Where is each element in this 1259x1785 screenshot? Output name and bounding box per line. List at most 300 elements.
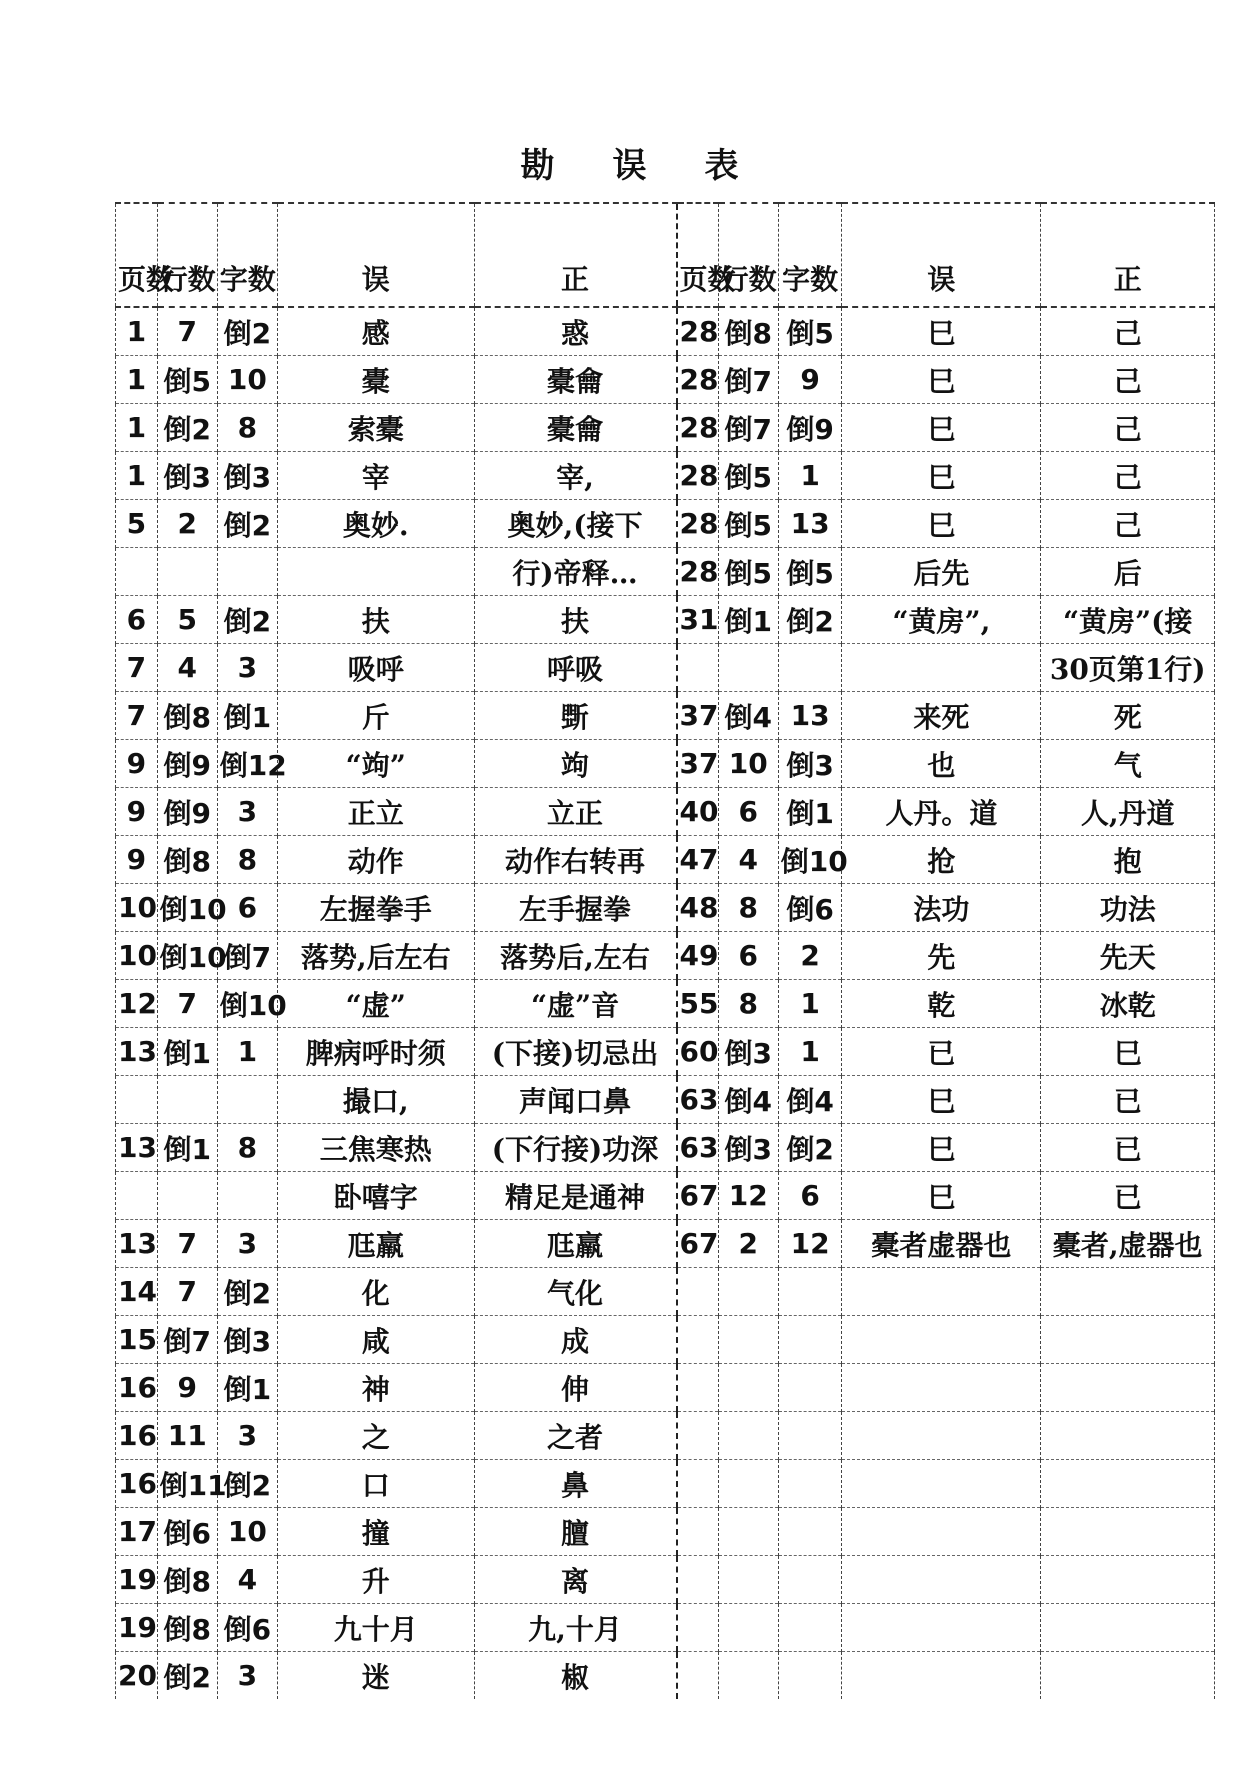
right-wrong-cell: 巳 — [842, 452, 1041, 500]
left-correct-cell: 行)帝释… — [474, 548, 676, 596]
table-row — [116, 1316, 1215, 1364]
left-page-cell: 13 — [116, 1220, 158, 1268]
left-wrong-cell: 脾病呼时须 — [277, 1028, 474, 1076]
right-page-cell: 40 — [677, 788, 719, 836]
right-correct-cell: 己 — [1041, 500, 1215, 548]
left-line-cell: 7 — [157, 1220, 217, 1268]
right-line-cell — [718, 1508, 778, 1556]
right-wrong-cell — [842, 1508, 1041, 1556]
right-char-cell — [778, 1652, 842, 1700]
left-correct-cell: 立正 — [474, 788, 676, 836]
left-char-cell: 倒2 — [217, 500, 277, 548]
left-page-cell: 16 — [116, 1460, 158, 1508]
left-wrong-cell: 吸呼 — [277, 644, 474, 692]
left-char-cell: 倒2 — [217, 596, 277, 644]
right-page-cell: 28 — [677, 452, 719, 500]
right-line-cell: 10 — [718, 740, 778, 788]
left-correct-cell: 声闻口鼻 — [474, 1076, 676, 1124]
table-row — [116, 1028, 1215, 1076]
right-line-cell — [718, 1364, 778, 1412]
right-correct-cell — [1041, 1508, 1215, 1556]
right-page-cell — [677, 1412, 719, 1460]
left-char-cell: 倒2 — [217, 1268, 277, 1316]
right-char-cell: 13 — [778, 500, 842, 548]
left-correct-cell: 伸 — [474, 1364, 676, 1412]
right-line-cell: 倒4 — [718, 1076, 778, 1124]
table-row — [116, 404, 1215, 452]
right-line-cell: 6 — [718, 788, 778, 836]
left-page-cell: 1 — [116, 356, 158, 404]
table-row — [116, 1124, 1215, 1172]
left-page-cell: 19 — [116, 1556, 158, 1604]
right-line-cell: 倒3 — [718, 1124, 778, 1172]
right-wrong-cell — [842, 1604, 1041, 1652]
right-wrong-cell: 后先 — [842, 548, 1041, 596]
right-line-cell: 倒7 — [718, 356, 778, 404]
right-correct-cell: 已 — [1041, 1124, 1215, 1172]
left-wrong-cell: 扶 — [277, 596, 474, 644]
left-char-cell: 倒10 — [217, 980, 277, 1028]
right-page-cell: 67 — [677, 1172, 719, 1220]
left-correct-cell: 椒 — [474, 1652, 676, 1700]
right-wrong-cell — [842, 1364, 1041, 1412]
left-wrong-cell: 橐 — [277, 356, 474, 404]
left-page-cell — [116, 1172, 158, 1220]
right-line-cell — [718, 1604, 778, 1652]
right-correct-cell — [1041, 1604, 1215, 1652]
right-char-cell — [778, 1364, 842, 1412]
left-page-cell: 10 — [116, 932, 158, 980]
right-page-cell — [677, 1364, 719, 1412]
right-correct-cell: 功法 — [1041, 884, 1215, 932]
right-page-cell — [677, 1268, 719, 1316]
left-wrong-cell: 感 — [277, 307, 474, 356]
right-correct-cell: 气 — [1041, 740, 1215, 788]
left-page-cell — [116, 548, 158, 596]
header-line: 行数 — [157, 203, 217, 307]
left-line-cell: 倒8 — [157, 692, 217, 740]
right-page-cell — [677, 1652, 719, 1700]
left-correct-cell: 左手握拳 — [474, 884, 676, 932]
table-row — [116, 596, 1215, 644]
left-line-cell: 5 — [157, 596, 217, 644]
right-line-cell — [718, 1412, 778, 1460]
right-char-cell: 倒10 — [778, 836, 842, 884]
left-char-cell: 6 — [217, 884, 277, 932]
left-line-cell — [157, 548, 217, 596]
left-correct-cell: 宰, — [474, 452, 676, 500]
table-row — [116, 452, 1215, 500]
left-correct-cell: 之者 — [474, 1412, 676, 1460]
left-page-cell — [116, 1076, 158, 1124]
right-line-cell: 2 — [718, 1220, 778, 1268]
table-row — [116, 500, 1215, 548]
header-correct: 正 — [474, 203, 676, 307]
right-page-cell: 28 — [677, 356, 719, 404]
right-char-cell: 倒6 — [778, 884, 842, 932]
left-page-cell: 7 — [116, 692, 158, 740]
right-wrong-cell: 人丹。道 — [842, 788, 1041, 836]
right-correct-cell: 己 — [1041, 452, 1215, 500]
right-line-cell: 8 — [718, 884, 778, 932]
left-wrong-cell: 迷 — [277, 1652, 474, 1700]
right-wrong-cell: 巳 — [842, 1172, 1041, 1220]
right-wrong-cell: 巳 — [842, 356, 1041, 404]
right-correct-cell: 橐者,虚器也 — [1041, 1220, 1215, 1268]
right-char-cell: 2 — [778, 932, 842, 980]
left-wrong-cell — [277, 548, 474, 596]
left-page-cell: 9 — [116, 740, 158, 788]
right-page-cell: 49 — [677, 932, 719, 980]
left-page-cell: 13 — [116, 1028, 158, 1076]
table-row — [116, 740, 1215, 788]
left-wrong-cell: 撮口, — [277, 1076, 474, 1124]
right-page-cell: 37 — [677, 740, 719, 788]
right-wrong-cell: 法功 — [842, 884, 1041, 932]
left-line-cell: 倒1 — [157, 1028, 217, 1076]
left-char-cell: 倒6 — [217, 1604, 277, 1652]
right-page-cell — [677, 1316, 719, 1364]
right-correct-cell: 己 — [1041, 307, 1215, 356]
left-line-cell: 2 — [157, 500, 217, 548]
right-wrong-cell — [842, 1460, 1041, 1508]
right-page-cell: 63 — [677, 1124, 719, 1172]
right-page-cell: 55 — [677, 980, 719, 1028]
left-wrong-cell: 神 — [277, 1364, 474, 1412]
right-line-cell — [718, 1316, 778, 1364]
table-row — [116, 1076, 1215, 1124]
left-line-cell: 倒9 — [157, 788, 217, 836]
left-char-cell: 8 — [217, 1124, 277, 1172]
right-char-cell: 9 — [778, 356, 842, 404]
right-wrong-cell — [842, 1316, 1041, 1364]
left-correct-cell: 橐龠 — [474, 404, 676, 452]
right-line-cell: 6 — [718, 932, 778, 980]
left-wrong-cell: 索橐 — [277, 404, 474, 452]
left-correct-cell: 离 — [474, 1556, 676, 1604]
left-char-cell: 倒7 — [217, 932, 277, 980]
left-line-cell: 7 — [157, 1268, 217, 1316]
left-char-cell — [217, 1172, 277, 1220]
left-wrong-cell: “竘” — [277, 740, 474, 788]
left-line-cell: 倒5 — [157, 356, 217, 404]
left-char-cell: 倒12 — [217, 740, 277, 788]
right-correct-cell: 死 — [1041, 692, 1215, 740]
errata-body — [116, 307, 1215, 1699]
left-line-cell — [157, 1172, 217, 1220]
right-page-cell — [677, 1508, 719, 1556]
left-correct-cell: (下行接)功深 — [474, 1124, 676, 1172]
right-char-cell — [778, 1556, 842, 1604]
right-wrong-cell — [842, 644, 1041, 692]
right-page-cell: 31 — [677, 596, 719, 644]
left-correct-cell: 尫羸 — [474, 1220, 676, 1268]
right-correct-cell: 已 — [1041, 1172, 1215, 1220]
table-row — [116, 1652, 1215, 1700]
right-correct-cell: 冰乾 — [1041, 980, 1215, 1028]
header-correct-2: 正 — [1041, 203, 1215, 307]
right-correct-cell — [1041, 1412, 1215, 1460]
right-char-cell — [778, 1604, 842, 1652]
left-line-cell: 倒8 — [157, 1604, 217, 1652]
left-line-cell: 倒7 — [157, 1316, 217, 1364]
left-char-cell: 倒1 — [217, 1364, 277, 1412]
table-row — [116, 1364, 1215, 1412]
right-correct-cell — [1041, 1556, 1215, 1604]
left-wrong-cell: 卧嘻字 — [277, 1172, 474, 1220]
left-correct-cell: 精足是通神 — [474, 1172, 676, 1220]
left-correct-cell: 呼吸 — [474, 644, 676, 692]
left-line-cell: 倒11 — [157, 1460, 217, 1508]
left-page-cell: 20 — [116, 1652, 158, 1700]
right-wrong-cell — [842, 1652, 1041, 1700]
table-row — [116, 836, 1215, 884]
left-correct-cell: 九,十月 — [474, 1604, 676, 1652]
right-page-cell: 48 — [677, 884, 719, 932]
right-char-cell: 1 — [778, 980, 842, 1028]
left-wrong-cell: 落势,后左右 — [277, 932, 474, 980]
left-correct-cell: 奥妙,(接下 — [474, 500, 676, 548]
left-correct-cell: 气化 — [474, 1268, 676, 1316]
right-char-cell: 倒5 — [778, 548, 842, 596]
left-char-cell: 4 — [217, 1556, 277, 1604]
right-line-cell: 倒5 — [718, 500, 778, 548]
right-correct-cell: 抱 — [1041, 836, 1215, 884]
right-wrong-cell: 巳 — [842, 1076, 1041, 1124]
right-line-cell — [718, 1268, 778, 1316]
left-line-cell: 倒9 — [157, 740, 217, 788]
right-char-cell: 6 — [778, 1172, 842, 1220]
right-page-cell: 60 — [677, 1028, 719, 1076]
left-correct-cell: 橐龠 — [474, 356, 676, 404]
header-page: 页数 — [116, 203, 158, 307]
left-char-cell: 3 — [217, 1220, 277, 1268]
left-line-cell: 倒8 — [157, 1556, 217, 1604]
left-char-cell: 8 — [217, 836, 277, 884]
left-wrong-cell: 化 — [277, 1268, 474, 1316]
right-correct-cell: 先天 — [1041, 932, 1215, 980]
left-line-cell: 倒1 — [157, 1124, 217, 1172]
left-char-cell: 3 — [217, 1652, 277, 1700]
left-line-cell: 4 — [157, 644, 217, 692]
table-row — [116, 1556, 1215, 1604]
right-page-cell — [677, 1604, 719, 1652]
right-char-cell — [778, 1508, 842, 1556]
left-page-cell: 1 — [116, 307, 158, 356]
right-wrong-cell: 来死 — [842, 692, 1041, 740]
left-wrong-cell: 左握拳手 — [277, 884, 474, 932]
header-wrong: 误 — [277, 203, 474, 307]
right-line-cell — [718, 1556, 778, 1604]
table-row — [116, 1172, 1215, 1220]
right-wrong-cell: 抢 — [842, 836, 1041, 884]
left-wrong-cell: 尫羸 — [277, 1220, 474, 1268]
right-char-cell: 倒9 — [778, 404, 842, 452]
right-char-cell: 13 — [778, 692, 842, 740]
right-char-cell: 倒3 — [778, 740, 842, 788]
right-char-cell: 12 — [778, 1220, 842, 1268]
right-line-cell: 4 — [718, 836, 778, 884]
left-char-cell — [217, 548, 277, 596]
right-char-cell: 倒5 — [778, 307, 842, 356]
table-row — [116, 644, 1215, 692]
table-row — [116, 307, 1215, 356]
right-correct-cell: 己 — [1041, 404, 1215, 452]
right-char-cell: 倒2 — [778, 1124, 842, 1172]
left-line-cell: 倒2 — [157, 1652, 217, 1700]
right-line-cell — [718, 1460, 778, 1508]
left-char-cell: 倒3 — [217, 1316, 277, 1364]
left-line-cell: 9 — [157, 1364, 217, 1412]
left-char-cell — [217, 1076, 277, 1124]
left-page-cell: 15 — [116, 1316, 158, 1364]
left-correct-cell: 惑 — [474, 307, 676, 356]
right-wrong-cell — [842, 1556, 1041, 1604]
right-wrong-cell — [842, 1268, 1041, 1316]
table-row — [116, 884, 1215, 932]
left-wrong-cell: 宰 — [277, 452, 474, 500]
left-wrong-cell: “虚” — [277, 980, 474, 1028]
left-char-cell: 倒2 — [217, 1460, 277, 1508]
right-line-cell — [718, 1652, 778, 1700]
right-wrong-cell: 巳 — [842, 1124, 1041, 1172]
right-correct-cell: 30页第1行) — [1041, 644, 1215, 692]
table-row — [116, 1604, 1215, 1652]
right-line-cell: 倒5 — [718, 548, 778, 596]
left-char-cell: 3 — [217, 1412, 277, 1460]
table-row — [116, 356, 1215, 404]
left-wrong-cell: 撞 — [277, 1508, 474, 1556]
left-char-cell: 1 — [217, 1028, 277, 1076]
left-correct-cell: 成 — [474, 1316, 676, 1364]
left-correct-cell: 扶 — [474, 596, 676, 644]
left-line-cell: 7 — [157, 307, 217, 356]
table-header-row — [116, 203, 1215, 307]
left-char-cell: 倒3 — [217, 452, 277, 500]
left-char-cell: 8 — [217, 404, 277, 452]
right-wrong-cell — [842, 1412, 1041, 1460]
right-line-cell: 12 — [718, 1172, 778, 1220]
left-wrong-cell: 三焦寒热 — [277, 1124, 474, 1172]
left-page-cell: 9 — [116, 788, 158, 836]
left-correct-cell: (下接)切忌出 — [474, 1028, 676, 1076]
right-page-cell: 67 — [677, 1220, 719, 1268]
right-correct-cell — [1041, 1652, 1215, 1700]
right-line-cell: 8 — [718, 980, 778, 1028]
right-page-cell: 28 — [677, 307, 719, 356]
right-correct-cell: 巳 — [1041, 1028, 1215, 1076]
right-page-cell — [677, 1460, 719, 1508]
left-line-cell: 倒10 — [157, 932, 217, 980]
errata-table — [115, 202, 1215, 1699]
left-page-cell: 5 — [116, 500, 158, 548]
header-line-2: 行数 — [718, 203, 778, 307]
table-row — [116, 548, 1215, 596]
header-char-2: 字数 — [778, 203, 842, 307]
left-correct-cell: 膻 — [474, 1508, 676, 1556]
right-char-cell: 1 — [778, 1028, 842, 1076]
right-correct-cell — [1041, 1364, 1215, 1412]
right-char-cell — [778, 1412, 842, 1460]
right-line-cell: 倒3 — [718, 1028, 778, 1076]
right-correct-cell: 己 — [1041, 356, 1215, 404]
right-line-cell: 倒8 — [718, 307, 778, 356]
left-wrong-cell: 正立 — [277, 788, 474, 836]
table-row — [116, 788, 1215, 836]
right-correct-cell — [1041, 1316, 1215, 1364]
right-correct-cell: “黄房”(接 — [1041, 596, 1215, 644]
right-correct-cell — [1041, 1460, 1215, 1508]
left-line-cell: 倒6 — [157, 1508, 217, 1556]
table-row — [116, 1220, 1215, 1268]
right-wrong-cell: 橐者虚器也 — [842, 1220, 1041, 1268]
right-char-cell: 倒2 — [778, 596, 842, 644]
left-line-cell: 7 — [157, 980, 217, 1028]
left-page-cell: 10 — [116, 884, 158, 932]
left-char-cell: 10 — [217, 1508, 277, 1556]
left-wrong-cell: 九十月 — [277, 1604, 474, 1652]
page-title: 勘误表 — [520, 146, 797, 186]
left-wrong-cell: 奥妙. — [277, 500, 474, 548]
left-correct-cell: 竘 — [474, 740, 676, 788]
right-wrong-cell: “黄房”, — [842, 596, 1041, 644]
table-row — [116, 1268, 1215, 1316]
left-wrong-cell: 口 — [277, 1460, 474, 1508]
left-char-cell: 3 — [217, 644, 277, 692]
left-char-cell: 倒1 — [217, 692, 277, 740]
right-wrong-cell: 巳 — [842, 307, 1041, 356]
right-line-cell: 倒7 — [718, 404, 778, 452]
right-line-cell: 倒5 — [718, 452, 778, 500]
left-page-cell: 6 — [116, 596, 158, 644]
left-page-cell: 13 — [116, 1124, 158, 1172]
left-correct-cell: 动作右转再 — [474, 836, 676, 884]
right-correct-cell: 后 — [1041, 548, 1215, 596]
left-line-cell: 倒2 — [157, 404, 217, 452]
right-char-cell — [778, 1460, 842, 1508]
left-line-cell: 倒10 — [157, 884, 217, 932]
left-char-cell: 倒2 — [217, 307, 277, 356]
left-correct-cell: “虚”音 — [474, 980, 676, 1028]
right-page-cell: 28 — [677, 404, 719, 452]
left-page-cell: 1 — [116, 404, 158, 452]
table-row — [116, 692, 1215, 740]
left-wrong-cell: 之 — [277, 1412, 474, 1460]
right-char-cell — [778, 644, 842, 692]
right-char-cell: 倒1 — [778, 788, 842, 836]
left-line-cell: 倒3 — [157, 452, 217, 500]
right-correct-cell — [1041, 1268, 1215, 1316]
right-char-cell — [778, 1316, 842, 1364]
right-char-cell — [778, 1268, 842, 1316]
left-page-cell: 1 — [116, 452, 158, 500]
left-page-cell: 16 — [116, 1364, 158, 1412]
left-char-cell: 3 — [217, 788, 277, 836]
right-line-cell: 倒4 — [718, 692, 778, 740]
left-page-cell: 12 — [116, 980, 158, 1028]
right-line-cell — [718, 644, 778, 692]
left-line-cell: 11 — [157, 1412, 217, 1460]
right-char-cell: 倒4 — [778, 1076, 842, 1124]
right-correct-cell: 人,丹道 — [1041, 788, 1215, 836]
right-wrong-cell: 也 — [842, 740, 1041, 788]
right-wrong-cell: 已 — [842, 1028, 1041, 1076]
right-wrong-cell: 乾 — [842, 980, 1041, 1028]
right-page-cell: 28 — [677, 548, 719, 596]
left-wrong-cell: 斤 — [277, 692, 474, 740]
left-page-cell: 9 — [116, 836, 158, 884]
table-row — [116, 1508, 1215, 1556]
